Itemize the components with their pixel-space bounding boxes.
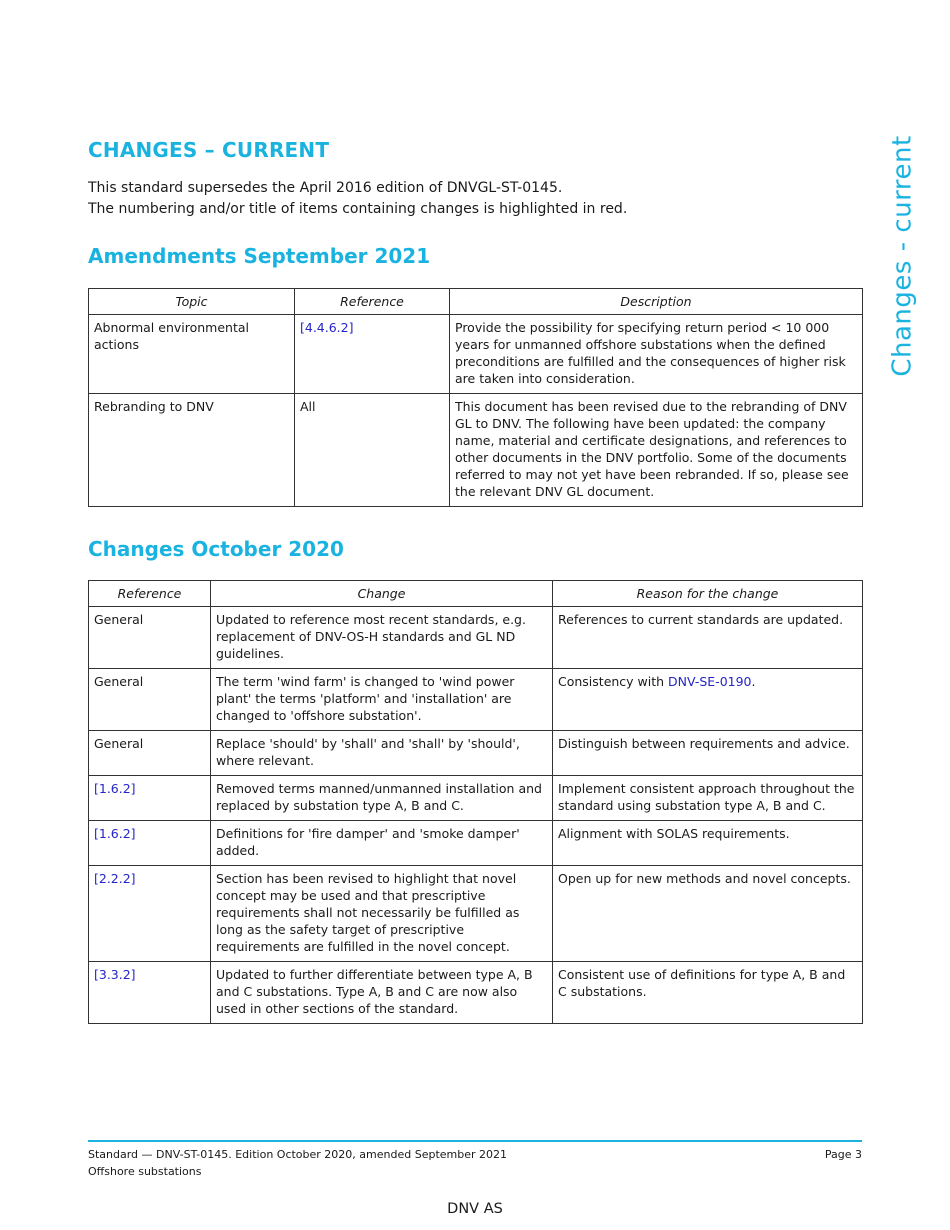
- reference-cell: [89, 821, 211, 866]
- company-name: DNV AS: [447, 1201, 503, 1217]
- column-header-reason: Reason for the change: [553, 581, 863, 607]
- topic-cell: Rebranding to DNV: [89, 394, 295, 507]
- change-cell: Updated to reference most recent standards, e.g. replacement of DNV-OS-H standards and GL ND guidelines.: [211, 607, 553, 669]
- reference-cell: [89, 962, 211, 1024]
- footer-standard-line: Standard — DNV-ST-0145. Edition October 2020, amended September 2021: [88, 1148, 508, 1161]
- reason-cell: [553, 669, 863, 731]
- intro-line-1: This standard supersedes the April 2016 edition of DNVGL-ST-0145.: [88, 180, 563, 196]
- change-cell: Definitions for 'fire damper' and 'smoke damper' added.: [211, 821, 553, 866]
- reference-cell: General: [89, 669, 211, 731]
- description-cell: This document has been revised due to the rebranding of DNV GL to DNV. The following have been updated: the company name, material and certificate designations, and references to other documents in the DNV portfolio. Some of the documents referred to may not yet have been rebranded. If so, please see the relevant DNV GL document.: [450, 394, 863, 507]
- reference-cell: [89, 776, 211, 821]
- column-header-description: Description: [450, 289, 863, 315]
- reason-cell: Open up for new methods and novel concepts.: [553, 866, 863, 962]
- reason-text-end: .: [751, 674, 756, 689]
- amendments-heading: Amendments September 2021: [88, 244, 431, 268]
- reference-cell: [89, 866, 211, 962]
- page-number: Page 3: [824, 1148, 862, 1161]
- description-cell: Provide the possibility for specifying return period < 10 000 years for unmanned offshore substations when the defined preconditions are fulfilled and the consequences of higher risk are taken into consideration.: [450, 315, 863, 394]
- table-row: [89, 821, 863, 866]
- reference-link[interactable]: [1.6.2]: [94, 781, 136, 796]
- standard-link[interactable]: DNV-SE-0190: [668, 674, 752, 689]
- reason-cell: Implement consistent approach throughout the standard using substation type A, B and C.: [553, 776, 863, 821]
- change-cell: Section has been revised to highlight that novel concept may be used and that prescriptive requirements shall not necessarily be fulfilled as long as the safety target of prescriptive requirements are fulfilled in the novel concept.: [211, 866, 553, 962]
- table-header-row: [89, 289, 863, 315]
- table-row: [89, 776, 863, 821]
- footer-document-info: [88, 1146, 507, 1180]
- side-tab-label: Changes - current: [888, 135, 919, 377]
- change-cell: The term 'wind farm' is changed to 'wind power plant' the terms 'platform' and 'installation' are changed to 'offshore substation'.: [211, 669, 553, 731]
- change-cell: Removed terms manned/unmanned installation and replaced by substation type A, B and C.: [211, 776, 553, 821]
- reference-cell: All: [295, 394, 450, 507]
- intro: [88, 178, 627, 220]
- reference-link[interactable]: [2.2.2]: [94, 871, 136, 886]
- footer-subtitle: Offshore substations: [88, 1165, 202, 1178]
- table-row: [89, 607, 863, 669]
- reason-cell: Consistent use of definitions for type A, B and C substations.: [553, 962, 863, 1024]
- footer-divider: [88, 1140, 862, 1142]
- reason-cell: Distinguish between requirements and advice.: [553, 731, 863, 776]
- reference-cell: [295, 315, 450, 394]
- amendments-table: [88, 288, 863, 507]
- reason-text: Consistency with: [558, 674, 669, 689]
- change-cell: Replace 'should' by 'shall' and 'shall' by 'should', where relevant.: [211, 731, 553, 776]
- column-header-reference: Reference: [89, 581, 211, 607]
- table-row: [89, 315, 863, 394]
- column-header-topic: Topic: [89, 289, 295, 315]
- reference-link[interactable]: [3.3.2]: [94, 967, 136, 982]
- changes-table: [88, 580, 863, 1024]
- intro-line-2: The numbering and/or title of items containing changes is highlighted in red.: [88, 201, 628, 217]
- change-cell: Updated to further differentiate between type A, B and C substations. Type A, B and C are now also used in other sections of the standard.: [211, 962, 553, 1024]
- reference-cell: General: [89, 607, 211, 669]
- column-header-change: Change: [211, 581, 553, 607]
- side-tab: [880, 135, 926, 377]
- table-row: [89, 394, 863, 507]
- table-row: [89, 866, 863, 962]
- table-row: [89, 731, 863, 776]
- table-row: [89, 962, 863, 1024]
- changes-heading: Changes October 2020: [88, 537, 344, 561]
- reference-link[interactable]: [1.6.2]: [94, 826, 136, 841]
- reason-cell: Alignment with SOLAS requirements.: [553, 821, 863, 866]
- column-header-reference: Reference: [295, 289, 450, 315]
- reference-link[interactable]: [4.4.6.2]: [300, 320, 354, 335]
- table-row: [89, 669, 863, 731]
- topic-cell: Abnormal environmental actions: [89, 315, 295, 394]
- table-header-row: [89, 581, 863, 607]
- page-title: CHANGES – CURRENT: [88, 138, 330, 162]
- reference-cell: General: [89, 731, 211, 776]
- reason-cell: References to current standards are updated.: [553, 607, 863, 669]
